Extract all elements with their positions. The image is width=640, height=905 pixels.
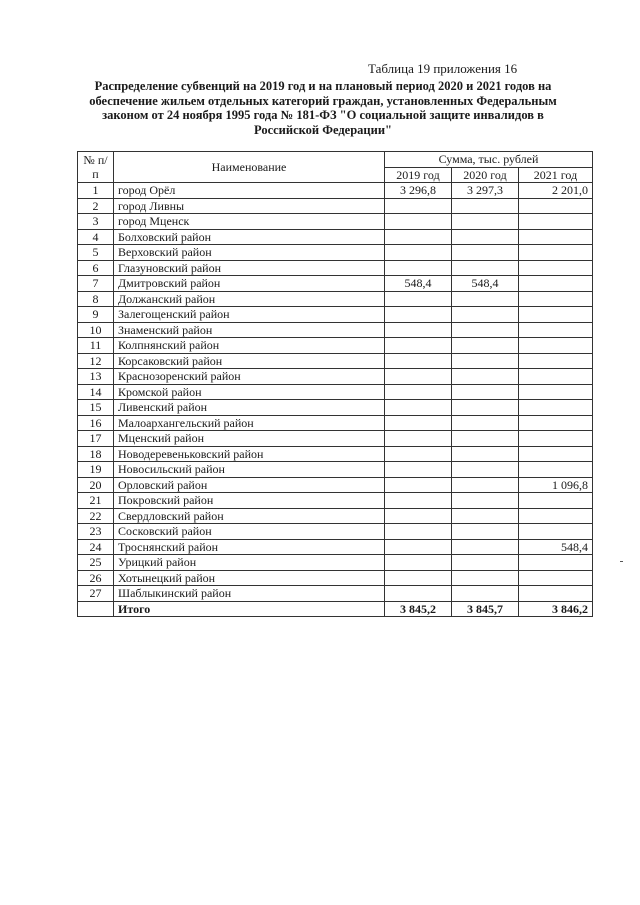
- header-year-2021: 2021 год: [519, 167, 593, 183]
- row-value-2021: [519, 415, 593, 431]
- row-number: 9: [78, 307, 114, 323]
- row-name: Корсаковский район: [114, 353, 385, 369]
- row-value-2020: [452, 322, 519, 338]
- table-row: [78, 291, 593, 307]
- row-value-2020: [452, 291, 519, 307]
- row-value-2019: [385, 493, 452, 509]
- table-row: [78, 570, 593, 586]
- row-value-2021: [519, 586, 593, 602]
- table-row: [78, 415, 593, 431]
- row-name: город Орёл: [114, 183, 385, 199]
- row-value-2020: [452, 353, 519, 369]
- row-name: город Мценск: [114, 214, 385, 230]
- table-row: [78, 586, 593, 602]
- table-row: [78, 183, 593, 199]
- row-value-2020: [452, 570, 519, 586]
- row-name: Глазуновский район: [114, 260, 385, 276]
- table-row: [78, 477, 593, 493]
- row-value-2020: [452, 260, 519, 276]
- margin-mark: [620, 561, 623, 562]
- row-value-2019: 3 296,8: [385, 183, 452, 199]
- table-row: [78, 446, 593, 462]
- row-number: 7: [78, 276, 114, 292]
- row-value-2021: [519, 446, 593, 462]
- row-number: 19: [78, 462, 114, 478]
- table-row: [78, 214, 593, 230]
- row-name: Сосковский район: [114, 524, 385, 540]
- table-row: [78, 198, 593, 214]
- subvention-table: [77, 151, 593, 617]
- total-2020: 3 845,7: [452, 601, 519, 617]
- row-value-2019: [385, 384, 452, 400]
- row-value-2019: [385, 570, 452, 586]
- row-value-2021: [519, 462, 593, 478]
- row-value-2021: [519, 307, 593, 323]
- row-value-2020: [452, 307, 519, 323]
- row-value-2019: [385, 291, 452, 307]
- row-value-2019: [385, 539, 452, 555]
- row-value-2020: [452, 431, 519, 447]
- row-value-2019: [385, 555, 452, 571]
- row-name: Верховский район: [114, 245, 385, 261]
- row-number: 15: [78, 400, 114, 416]
- row-value-2020: [452, 446, 519, 462]
- row-name: Мценский район: [114, 431, 385, 447]
- row-name: Ливенский район: [114, 400, 385, 416]
- table-row: [78, 322, 593, 338]
- table-row: [78, 555, 593, 571]
- row-value-2019: [385, 431, 452, 447]
- row-value-2019: [385, 214, 452, 230]
- row-value-2021: [519, 291, 593, 307]
- row-number: 12: [78, 353, 114, 369]
- row-value-2020: [452, 384, 519, 400]
- row-value-2020: [452, 214, 519, 230]
- row-name: Дмитровский район: [114, 276, 385, 292]
- row-value-2021: [519, 524, 593, 540]
- row-value-2020: [452, 555, 519, 571]
- header-row-top: [78, 152, 593, 168]
- row-value-2021: [519, 400, 593, 416]
- table-row: [78, 384, 593, 400]
- row-name: Орловский район: [114, 477, 385, 493]
- row-value-2019: [385, 338, 452, 354]
- header-sum: Сумма, тыс. рублей: [385, 152, 593, 168]
- row-number: 25: [78, 555, 114, 571]
- row-number: 21: [78, 493, 114, 509]
- row-name: Покровский район: [114, 493, 385, 509]
- row-value-2020: [452, 586, 519, 602]
- row-name: Троснянский район: [114, 539, 385, 555]
- row-value-2021: [519, 384, 593, 400]
- row-value-2020: [452, 462, 519, 478]
- row-value-2020: 548,4: [452, 276, 519, 292]
- row-name: Малоархангельский район: [114, 415, 385, 431]
- row-value-2020: [452, 508, 519, 524]
- row-number: 6: [78, 260, 114, 276]
- row-value-2020: [452, 493, 519, 509]
- row-number: 22: [78, 508, 114, 524]
- row-value-2021: [519, 570, 593, 586]
- row-value-2020: [452, 400, 519, 416]
- row-value-2019: [385, 524, 452, 540]
- row-value-2021: [519, 276, 593, 292]
- total-2021: 3 846,2: [519, 601, 593, 617]
- row-number: 5: [78, 245, 114, 261]
- row-value-2021: [519, 214, 593, 230]
- row-number: 17: [78, 431, 114, 447]
- annex-reference: Таблица 19 приложения 16: [368, 61, 518, 76]
- total-row: [78, 601, 593, 617]
- row-number: 11: [78, 338, 114, 354]
- row-value-2019: [385, 446, 452, 462]
- row-name: Колпнянский район: [114, 338, 385, 354]
- row-name: Урицкий район: [114, 555, 385, 571]
- row-number: 16: [78, 415, 114, 431]
- row-value-2019: [385, 462, 452, 478]
- row-value-2021: [519, 260, 593, 276]
- row-number: 18: [78, 446, 114, 462]
- total-label: Итого: [114, 601, 385, 617]
- table-row: [78, 431, 593, 447]
- row-name: Краснозоренский район: [114, 369, 385, 385]
- row-value-2021: [519, 229, 593, 245]
- row-name: город Ливны: [114, 198, 385, 214]
- row-value-2021: [519, 508, 593, 524]
- header-year-2020: 2020 год: [452, 167, 519, 183]
- row-name: Хотынецкий район: [114, 570, 385, 586]
- row-value-2021: 1 096,8: [519, 477, 593, 493]
- row-value-2019: 548,4: [385, 276, 452, 292]
- row-value-2019: [385, 229, 452, 245]
- row-value-2020: [452, 539, 519, 555]
- header-year-2019: 2019 год: [385, 167, 452, 183]
- row-value-2019: [385, 369, 452, 385]
- row-value-2020: [452, 245, 519, 261]
- row-value-2020: [452, 477, 519, 493]
- document-title: Распределение субвенций на 2019 год и на плановый период 2020 и 2021 годов на обеспечение жильем отдельных категорий граждан, установленных Федеральным законом от 24 ноября 1995 года № 181-ФЗ "О социальной защите инвалидов в Российской Федерации": [89, 79, 557, 137]
- row-value-2019: [385, 508, 452, 524]
- row-number: 8: [78, 291, 114, 307]
- table-row: [78, 524, 593, 540]
- row-value-2020: [452, 198, 519, 214]
- row-number: 27: [78, 586, 114, 602]
- table-row: [78, 260, 593, 276]
- row-value-2019: [385, 322, 452, 338]
- row-value-2019: [385, 307, 452, 323]
- table-row: [78, 338, 593, 354]
- row-value-2019: [385, 260, 452, 276]
- row-value-2020: [452, 229, 519, 245]
- row-number: 2: [78, 198, 114, 214]
- row-number: 23: [78, 524, 114, 540]
- row-number: 20: [78, 477, 114, 493]
- row-name: Новосильский район: [114, 462, 385, 478]
- row-number: 3: [78, 214, 114, 230]
- total-num-empty: [78, 601, 114, 617]
- row-name: Должанский район: [114, 291, 385, 307]
- row-name: Кромской район: [114, 384, 385, 400]
- row-name: Новодеревеньковский район: [114, 446, 385, 462]
- row-name: Шаблыкинский район: [114, 586, 385, 602]
- row-name: Знаменский район: [114, 322, 385, 338]
- table-row: [78, 508, 593, 524]
- row-value-2019: [385, 586, 452, 602]
- header-name: Наименование: [114, 152, 385, 183]
- row-value-2019: [385, 415, 452, 431]
- row-number: 1: [78, 183, 114, 199]
- table-row: [78, 353, 593, 369]
- row-value-2021: [519, 493, 593, 509]
- row-value-2021: [519, 353, 593, 369]
- row-value-2021: [519, 338, 593, 354]
- row-value-2019: [385, 245, 452, 261]
- row-name: Залегощенский район: [114, 307, 385, 323]
- row-value-2019: [385, 477, 452, 493]
- row-value-2020: [452, 338, 519, 354]
- row-value-2021: [519, 431, 593, 447]
- row-value-2020: [452, 524, 519, 540]
- row-value-2020: 3 297,3: [452, 183, 519, 199]
- row-value-2021: [519, 198, 593, 214]
- table-row: [78, 229, 593, 245]
- row-value-2020: [452, 415, 519, 431]
- row-name: Болховский район: [114, 229, 385, 245]
- row-value-2021: [519, 322, 593, 338]
- table-row: [78, 462, 593, 478]
- row-number: 13: [78, 369, 114, 385]
- row-value-2021: [519, 369, 593, 385]
- row-name: Свердловский район: [114, 508, 385, 524]
- row-value-2019: [385, 353, 452, 369]
- row-number: 10: [78, 322, 114, 338]
- table-row: [78, 493, 593, 509]
- table-row: [78, 245, 593, 261]
- row-value-2021: [519, 245, 593, 261]
- table-row: [78, 369, 593, 385]
- row-value-2020: [452, 369, 519, 385]
- row-number: 14: [78, 384, 114, 400]
- row-value-2021: 548,4: [519, 539, 593, 555]
- table-row: [78, 539, 593, 555]
- row-number: 26: [78, 570, 114, 586]
- row-number: 4: [78, 229, 114, 245]
- row-value-2021: 2 201,0: [519, 183, 593, 199]
- row-value-2021: [519, 555, 593, 571]
- table-row: [78, 276, 593, 292]
- table-row: [78, 400, 593, 416]
- row-value-2019: [385, 400, 452, 416]
- table-row: [78, 307, 593, 323]
- total-2019: 3 845,2: [385, 601, 452, 617]
- row-value-2019: [385, 198, 452, 214]
- row-number: 24: [78, 539, 114, 555]
- header-num: № п/п: [78, 152, 114, 183]
